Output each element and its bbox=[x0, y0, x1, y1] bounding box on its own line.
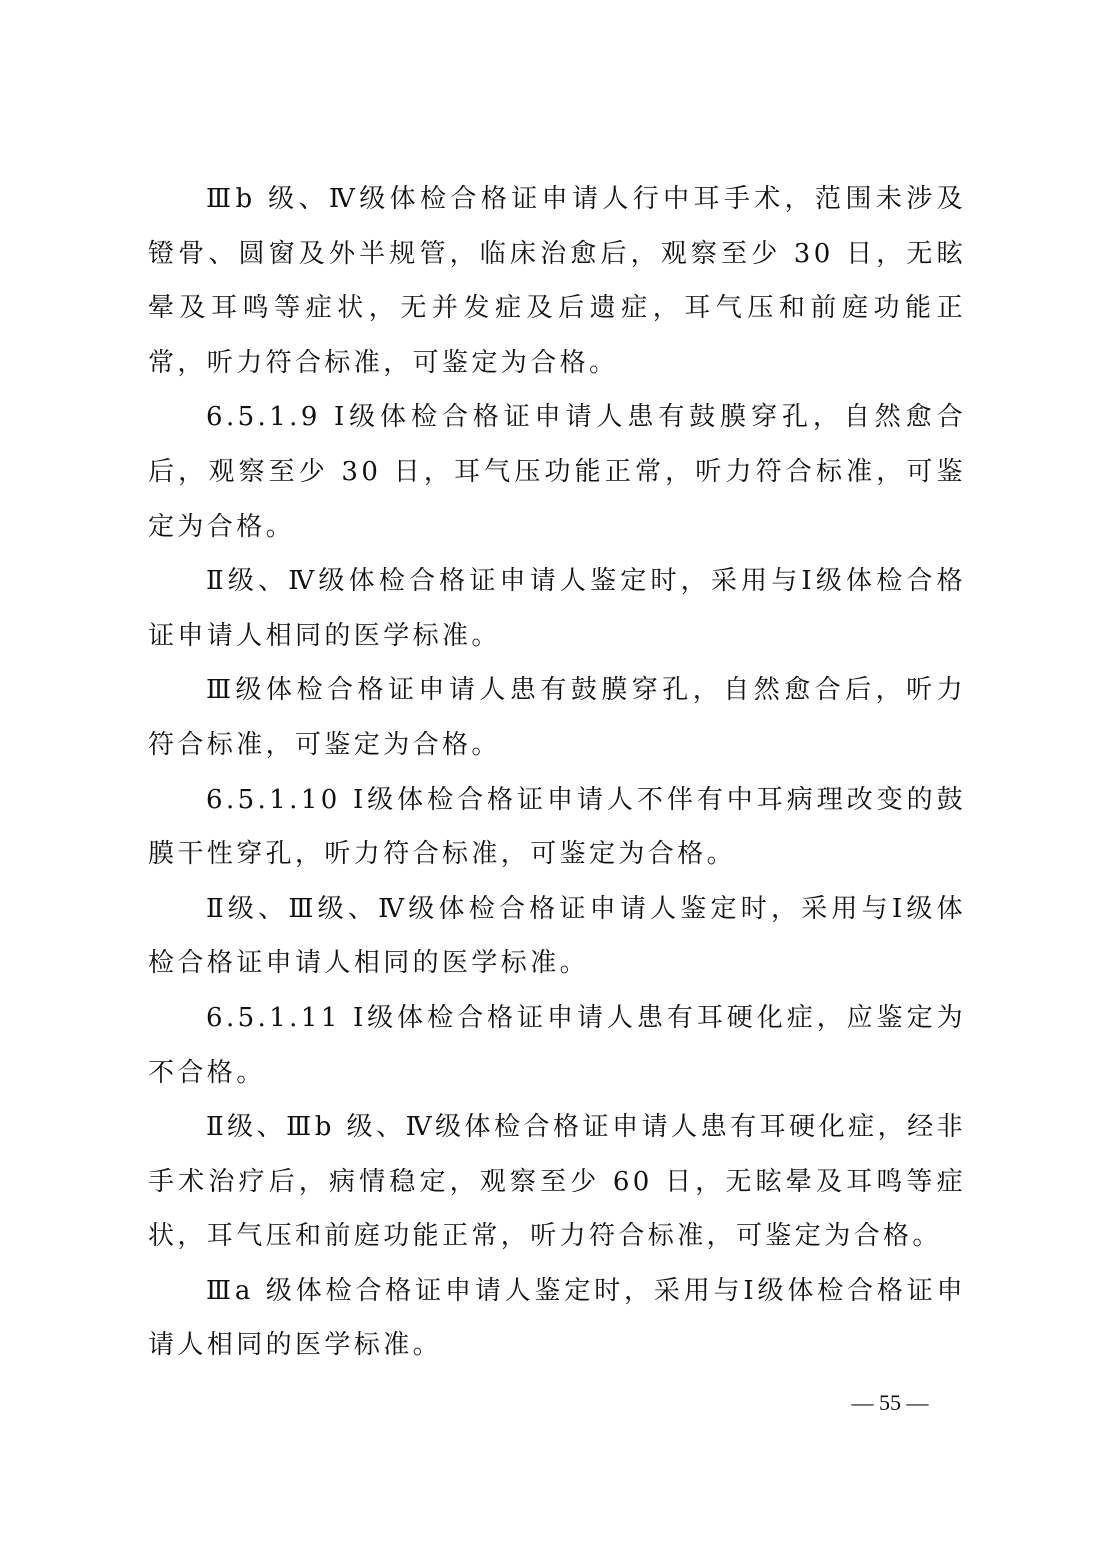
paragraph-9: Ⅲa 级体检合格证申请人鉴定时，采用与Ⅰ级体检合格证申请人相同的医学标准。 bbox=[148, 1275, 966, 1361]
paragraph-7: 6.5.1.11 Ⅰ级体检合格证申请人患有耳硬化症，应鉴定为不合格。 bbox=[148, 1002, 966, 1088]
document-body bbox=[148, 172, 966, 1373]
paragraph-8: Ⅱ级、Ⅲb 级、Ⅳ级体检合格证申请人患有耳硬化症，经非手术治疗后，病情稳定，观察至少 60 日，无眩晕及耳鸣等症状，耳气压和前庭功能正常，听力符合标准，可鉴定为合格。 bbox=[148, 1112, 966, 1252]
paragraph-4: Ⅲ级体检合格证申请人患有鼓膜穿孔，自然愈合后，听力符合标准，可鉴定为合格。 bbox=[148, 675, 966, 760]
paragraph-3: Ⅱ级、Ⅳ级体检合格证申请人鉴定时，采用与Ⅰ级体检合格证申请人相同的医学标准。 bbox=[148, 566, 966, 651]
paragraph-1: Ⅲb 级、Ⅳ级体检合格证申请人行中耳手术，范围未涉及镫骨、圆窗及外半规管，临床治愈后，观察至少 30 日，无眩晕及耳鸣等症状，无并发症及后遗症，耳气压和前庭功能正常，听力符合标准，可鉴定为合格。 bbox=[148, 184, 966, 378]
page-number: — 55 — bbox=[851, 1390, 929, 1415]
paragraph-6: Ⅱ级、Ⅲ级、Ⅳ级体检合格证申请人鉴定时，采用与Ⅰ级体检合格证申请人相同的医学标准。 bbox=[148, 893, 966, 979]
paragraph-2: 6.5.1.9 Ⅰ级体检合格证申请人患有鼓膜穿孔，自然愈合后，观察至少 30 日，耳气压功能正常，听力符合标准，可鉴定为合格。 bbox=[148, 402, 966, 542]
paragraph-5: 6.5.1.10 Ⅰ级体检合格证申请人不伴有中耳病理改变的鼓膜干性穿孔，听力符合标准，可鉴定为合格。 bbox=[148, 784, 966, 870]
